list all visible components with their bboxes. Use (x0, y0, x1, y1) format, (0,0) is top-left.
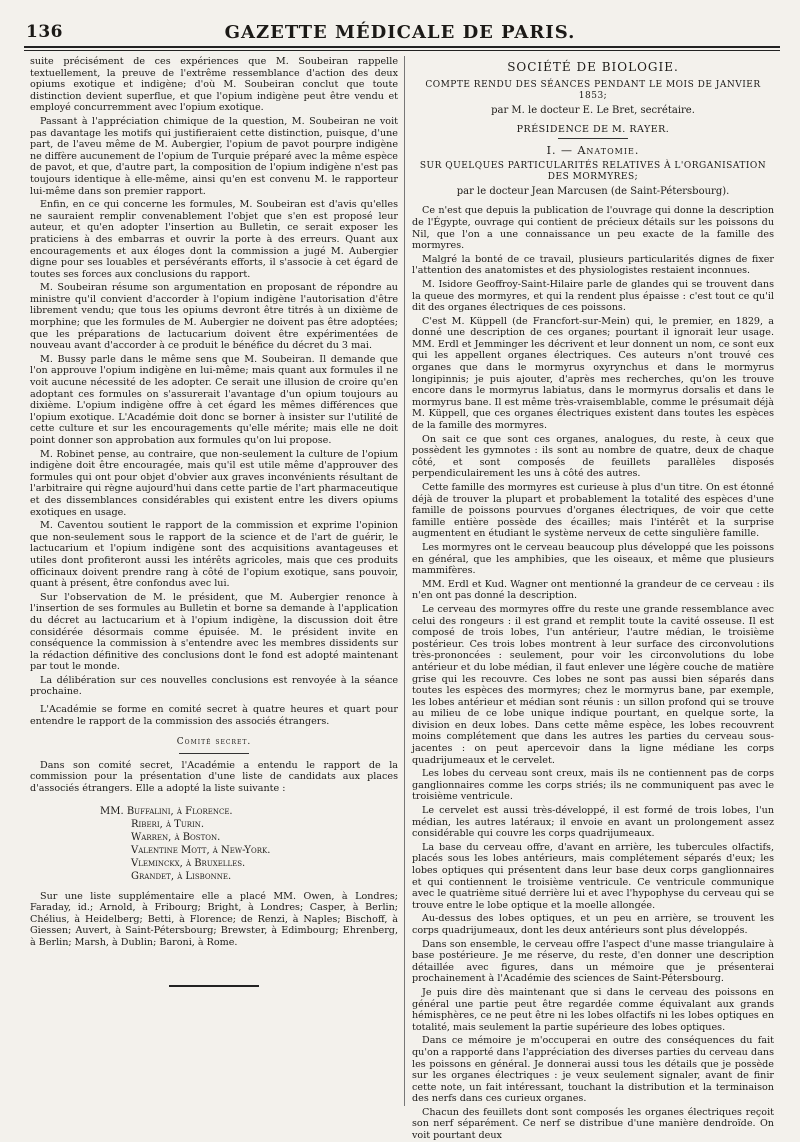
report-heading: COMPTE RENDU DES SÉANCES PENDANT LE MOIS DE JANVIER 1853; (425, 79, 761, 102)
divider (558, 138, 628, 139)
header-rule (24, 46, 780, 48)
paragraph: On sait ce que sont ces organes, analogues, du reste, à ceux que possèdent les gymnotes : ils sont au nombre de quatre, deux de chaque côté, et sont composés de feuillets parallèles disposés perpendiculairement les uns à côté des autres. (412, 433, 774, 480)
divider (179, 753, 249, 754)
paragraph: M. Caventou soutient le rapport de la commission et exprime l'opinion que non-seulement sous le rapport de la science et de l'art de guérir, le lactucarium et l'opium indigène sont des acquisitions avantageuses et utiles dont profiteront aussi les intérêts agricoles, mais que ces produits officinaux doivent prendre rang à côté de l'opium exotique, sans pouvoir, quant à présent, être confondus avec lui. (30, 520, 398, 590)
paragraph: M. Soubeiran résume son argumentation en proposant de répondre au ministre qu'il convient d'accorder à l'opium indigène l'autorisation d'être librement vendu; que tous les opiums devront être titrés à un dixième de morphine; que les formules de M. Aubergier ne doivent pas être adoptées; que les préparations de lactucarium doivent être expérimentées de nouveau avant d'accorder à ce produit le bénéfice du décret du 3 mai. (30, 282, 398, 352)
paragraph: Passant à l'appréciation chimique de la question, M. Soubeiran ne voit pas davantage les motifs qui justifieraient cette distinction, puisque, d'une part, de l'aveu même de M. Aubergier, l'opium de pavot pourpre indigène ne diffère aucunement de l'opium de Turquie préparé avec la même espèce de pavot, et que, d'autre part, la composition de l'opium indigène n'est pas toujours identique à elle-même, ainsi qu'en est convenu M. le rapporteur lui-même dans son premier rapport. (30, 115, 398, 197)
list-item: Valentine Mott, à New-York. (131, 844, 271, 856)
report-byline: par M. le docteur E. Le Bret, secrétaire. (491, 104, 695, 116)
paragraph: suite précisément de ces expériences que M. Soubeiran rappelle textuellement, la preuve de l'extrême ressemblance d'action des deux opiums exotique et indigène; d'où M. Soubeiran conclut que toute distinction devient superflue, et que l'opium indigène peut être vendu et employé concurremment avec l'opium exotique. (30, 56, 398, 114)
paragraph: La délibération sur ces nouvelles conclusions est renvoyée à la séance prochaine. (30, 674, 398, 698)
end-rule (169, 985, 259, 987)
list-item: Riberi, à Turin. (131, 818, 205, 830)
paragraph: Enfin, en ce qui concerne les formules, M. Soubeiran est d'avis qu'elles ne sauraient remplir convenablement l'objet que s'en est proposé leur auteur, et qu'en adopter l'insertion au Bulletin, ce serait exposer les praticiens à des embarras et ouvrir la porte à des erreurs. Quant aux encouragements et aux éloges dont la commission a jugé M. Aubergier digne pour ses louables et persévérants efforts, il s'associe à cet égard de toutes ses forces aux conclusions du rapport. (30, 199, 398, 280)
page-number: 136 (26, 22, 63, 42)
paragraph: Le cervelet est aussi très-développé, il est formé de trois lobes, l'un médian, les autres latéraux; il envoie en avant un prolongement assez considérable qui couvre les corps quadrijumeaux. (412, 805, 774, 840)
presidence-heading: PRÉSIDENCE DE M. RAYER. (516, 124, 670, 136)
paragraph: Malgré la bonté de ce travail, plusieurs particularités dignes de fixer l'attention des anatomistes et des physiologistes restaient inconnues. (412, 253, 774, 277)
paragraph: L'Académie se forme en comité secret à quatre heures et quart pour entendre le rapport de la commission des associés étrangers. (30, 704, 398, 727)
paragraph: Au-dessus des lobes optiques, et un peu en arrière, se trouvent les corps quadrijumeaux, dont les deux antérieurs sont plus développés. (412, 913, 774, 936)
paragraph: Les lobes du cerveau sont creux, mais ils ne contiennent pas de corps ganglionnaires comme les corps striés; ils ne communiquent pas avec le troisième ventricule. (412, 768, 774, 803)
list-item: Vleminckx, à Bruxelles. (131, 857, 246, 869)
list-item: Grandet, à Lisbonne. (131, 870, 232, 882)
section-title: SOCIÉTÉ DE BIOLOGIE. (507, 60, 679, 74)
paragraph: C'est M. Küppell (de Francfort-sur-Mein) qui, le premier, en 1829, a donné une description de ces organes; pourtant il ignorait leur usage. MM. Erdl et Jemminger les décrivent et leur donnent un nom, ce sont eux qui les appellent organes électriques. Ces auteurs n'ont trouvé ces organes que dans le mormyrus oxyrynchus et dans le mormyrus longipinnis; je puis ajouter, d'après mes recherches, qu'on les trouve encore dans le mormyrus labiatus, dans le mormyrus dorsalis et dans le mormyrus bane. Il est même très-vraisemblable, comme le présumait déjà M. Küppell, que ces organes électriques existent dans toutes les espèces de la famille des mormyres. (412, 315, 774, 432)
paragraph: Dans son ensemble, le cerveau offre l'aspect d'une masse triangulaire à base postérieure. Je me réserve, du reste, d'en donner une description détaillée avec figures, dans un mémoire que je présenterai prochainement à l'Académie des sciences de Saint-Pétersbourg. (412, 938, 774, 985)
page-header (20, 18, 780, 48)
paragraph: Sur une liste supplémentaire elle a placé MM. Owen, à Londres; Faraday, id.; Arnold, à Fribourg; Bright, à Londres; Casper, à Berlin; Chélius, à Heidelberg; Betti, à Florence; de Renzi, à Naples; Bischoff, à Giessen; Auvert, à Saint-Pétersbourg; Brewster, à Edimbourg; Ehrenberg, à Berlin; Marsh, à Dublin; Baroni, à Rome. (30, 890, 398, 948)
paragraph: Dans son comité secret, l'Académie a entendu le rapport de la commission pour la présentation d'une liste de candidats aux places d'associés étrangers. Elle a adopté la liste suivante : (30, 759, 398, 795)
paragraph: Le cerveau des mormyres offre du reste une grande ressemblance avec celui des rongeurs : il est grand et remplit toute la cavité osseuse. Il est composé de trois lobes, l'un antérieur, l'autre médian, le troisième postérieur. Ces trois lobes montrent à leur surface des circonvolutions très-prononcées : seulement, pour voir les circonvolutions du lobe antérieur et du lobe médian, il faut enlever une légère couche de matière grise qui les recouvre. Ces lobes ne sont pas aussi bien séparés dans toutes les espèces des mormyres; chez le mormyrus bane, par exemple, les lobes antérieur et médian sont réunis : un sillon profond qui se trouve au milieu de ce lobe unique indique pourtant, en quelque sorte, la division en deux lobes. Dans cette même espèce, les lobes recouvrent moins complétement que dans les autres les parties du cerveau sous-jacentes : on peut apercevoir dans la ligne médiane les corps quadrijumeaux et le cervelet. (412, 603, 774, 766)
section-heading: I. — Anatomie. (546, 143, 640, 157)
paragraph: Chacun des feuillets dont sont composés les organes électriques reçoit son nerf séparément. Ce nerf se distribue d'une manière dendroïde. On voit pourtant deux (412, 1106, 774, 1142)
paragraph: Ce n'est que depuis la publication de l'ouvrage qui donne la description de l'Égypte, ouvrage qui contient de précieux détails sur les poissons du Nil, que l'on a une connaissance un peu exacte de la famille des mormyres. (412, 205, 774, 252)
article-byline: par le docteur Jean Marcusen (de Saint-Pétersbourg). (456, 185, 730, 197)
candidate-list (30, 805, 398, 883)
paragraph: Sur l'observation de M. le président, que M. Aubergier renonce à l'insertion de ses formules au Bulletin et borne sa demande à l'application du décret au lactucarium et à l'opium indigène, la discussion doit être considérée désormais comme épuisée. M. le président invite en conséquence la commission à s'entendre avec les membres dissidents sur la rédaction définitive des conclusions dont le fond est adopté maintenant par tout le monde. (30, 591, 398, 673)
paragraph: Je puis dire dès maintenant que si dans le cerveau des poissons en général une partie peut être regardée comme équivalant aux grands hémisphères, ce ne peut être ni les lobes olfactifs ni les lobes optiques en totalité, mais seulement la partie supérieure des lobes optiques. (412, 986, 774, 1033)
left-column (30, 56, 398, 1111)
paragraph: M. Robinet pense, au contraire, que non-seulement la culture de l'opium indigène doit être encouragée, mais qu'il est utile même d'approuver des formules qui ont pour objet d'obvier aux graves inconvénients résultant de l'arbitraire qui règne aujourd'hui dans cette partie de l'art pharmaceutique et des dissemblances considérables qui existent entre les divers opiums exotiques en usage. (30, 448, 398, 518)
paragraph: Les mormyres ont le cerveau beaucoup plus développé que les poissons en général, que les amphibies, que les oiseaux, et même que plusieurs mammifères. (412, 541, 774, 577)
column-divider (404, 56, 405, 1106)
paragraph: La base du cerveau offre, d'avant en arrière, les tubercules olfactifs, placés sous les lobes antérieurs, mais complétement séparés d'eux; les lobes optiques qui présentent dans leur base deux corps ganglionnaires et qui contiennent le troisième ventricule. Ce ventricule communique avec le quatrième situé derrière lui et avec l'hypophyse du cerveau qui se trouve entre le lobe optique et la moelle allongée. (412, 841, 774, 911)
right-column (412, 56, 774, 1142)
section-heading: Comité secret. (176, 737, 252, 748)
journal-title: GAZETTE MÉDICALE DE PARIS. (224, 22, 576, 43)
paragraph: M. Bussy parle dans le même sens que M. Soubeiran. Il demande que l'on approuve l'opium indigène en lui-même; mais quant aux formules il ne voit aucune nécessité de les adopter. Ce serait une illusion de croire qu'en adoptant ces formules on s'assurerait l'avantage d'un opium toujours au dixième. L'opium indigène offre à cet égard les mêmes différences que l'opium exotique. L'Académie doit donc se borner à insister sur l'utilité de cette culture et sur les encouragements qu'elle mérite; mais elle ne doit point donner son approbation aux formules qu'on lui propose. (30, 353, 398, 446)
header-rule-thin (24, 50, 780, 51)
article-body (412, 205, 774, 1141)
paragraph: Dans ce mémoire je m'occuperai en outre des conséquences du fait qu'on a rapporté dans l'appréciation des diverses parties du cerveau dans les poissons en général. Je donnerai aussi tous les détails que je possède sur les organes électriques : je veux seulement signaler, avant de finir cette note, un fait intéressant, touchant la distribution et la terminaison des nerfs dans ces curieux organes. (412, 1035, 774, 1105)
paragraph: MM. Erdl et Kud. Wagner ont mentionné la grandeur de ce cerveau : ils n'en ont pas donné la description. (412, 578, 774, 602)
list-item: Warren, à Boston. (131, 831, 221, 843)
paragraph: M. Isidore Geoffroy-Saint-Hilaire parle de glandes qui se trouvent dans la queue des mormyres, et qui la rendent plus épaisse : c'est tout ce qu'il dit des organes électriques de ces poissons. (412, 278, 774, 314)
paragraph: Cette famille des mormyres est curieuse à plus d'un titre. On est étonné déjà de trouver la plupart et probablement la totalité des espèces d'une famille de poissons pourvues d'organes électriques, de voir que cette famille entière possède des écailles; mais l'intérêt et la surprise augmentent en étudiant le système nerveux de cette singulière famille. (412, 482, 774, 540)
list-item: MM. Buffalini, à Florence. (100, 805, 233, 817)
article-title: SUR QUELQUES PARTICULARITÉS RELATIVES À L'ORGANISATION DES MORMYRES; (419, 160, 767, 183)
